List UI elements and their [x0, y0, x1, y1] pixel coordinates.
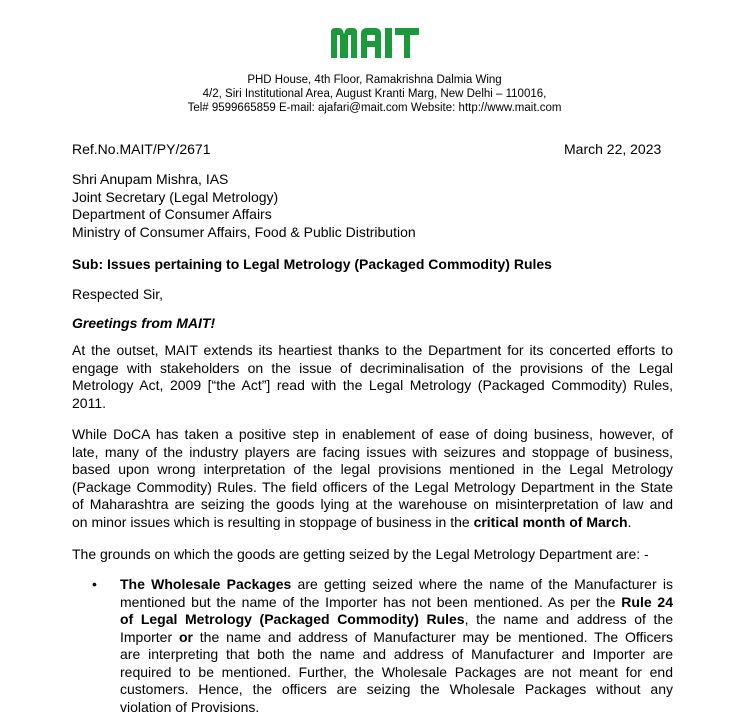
- bullet-line: customers. Hence, the officers are seizing the Wholesale Packages without any: [120, 681, 673, 697]
- bullet-text: mentioned but the name of the Importer has not been mentioned. As per the: [120, 593, 622, 610]
- bullet-line: [120, 594, 673, 612]
- bullet-line: [120, 629, 673, 647]
- salutation: Respected Sir,: [72, 286, 164, 302]
- greeting: Greetings from MAIT!: [72, 315, 216, 331]
- letter-date: March 22, 2023: [564, 141, 662, 157]
- address-line-1: PHD House, 4th Floor, Ramakrishna Dalmia Wing: [247, 74, 502, 86]
- paragraph-line: At the outset, MAIT extends its heartiest thanks to the Department for its concerted efforts to: [72, 342, 673, 358]
- paragraph-line-final: [72, 514, 673, 532]
- subject-line: Sub: Issues pertaining to Legal Metrology (Packaged Commodity) Rules: [72, 256, 552, 272]
- mait-logo: [0, 26, 749, 65]
- paragraph-punct: .: [627, 513, 632, 530]
- bullet-marker: •: [92, 576, 97, 592]
- bullet-bold-or: or: [178, 628, 193, 645]
- bullet-text: the name and address of Manufacturer may be mentioned. The Officers: [192, 628, 673, 645]
- bullet-line: [120, 611, 673, 629]
- bullet-text: Importer: [120, 628, 179, 645]
- bullet-text: , the name and address of the: [464, 611, 674, 627]
- reference-number: Ref.No.MAIT/PY/2671: [72, 141, 211, 157]
- address-line-2: 4/2, Siri Institutional Area, August Kranti Marg, New Delhi – 110016,: [202, 88, 547, 100]
- recipient-title: Joint Secretary (Legal Metrology): [72, 188, 279, 205]
- emphasis-critical-month: critical month of March: [473, 513, 628, 530]
- paragraph-line: Metrology Act, 2009 [“the Act”] read with the Legal Metrology (Packaged Commodity) Rules,: [72, 377, 673, 393]
- bullet-line: [120, 576, 673, 594]
- recipient-block: [72, 171, 416, 241]
- recipient-department: Department of Consumer Affairs: [72, 206, 272, 222]
- paragraph-line: (Package Commodity) Rules. The field officers of the Legal Metrology Department in the State: [72, 478, 673, 495]
- bullet-line: violation of Provisions.: [120, 698, 260, 715]
- paragraph-line: based upon wrong interpretation of the legal provisions mentioned in the Legal Metrology: [72, 461, 673, 477]
- paragraph-line: While DoCA has taken a positive step in enablement of ease of doing business, however, of: [72, 426, 673, 442]
- bullet-heading: The Wholesale Packages: [120, 576, 292, 592]
- recipient-name: Shri Anupam Mishra, IAS: [72, 171, 229, 187]
- bullet-wholesale-packages: [120, 576, 673, 716]
- grounds-intro: The grounds on which the goods are getting seized by the Legal Metrology Department are: -: [72, 546, 649, 562]
- bullet-line: required to be mentioned. Further, the Wholesale Packages are not meant for end: [120, 663, 673, 680]
- contact-line: Tel# 9599665859 E-mail: ajafari@mait.com Website: http://www.mait.com: [187, 102, 562, 114]
- bullet-bold-rule: Rule 24: [621, 593, 673, 610]
- bullet-bold-rules-name: of Legal Metrology (Packaged Commodity) Rules: [120, 611, 465, 627]
- bullet-text: are getting seized where the name of the Manufacturer is: [291, 576, 673, 592]
- paragraph-line: engage with stakeholders on the issue of decriminalisation of the provisions of the Legal: [72, 359, 673, 376]
- paragraph-line: of Maharashtra are seizing the goods lying at the warehouse on misinterpretation of law and: [72, 496, 673, 512]
- paragraph-line: 2011.: [72, 394, 106, 411]
- mait-logo-mark: [329, 26, 421, 60]
- paragraph-issue: [72, 426, 673, 531]
- bullet-line: are interpreting that both the name and address of Manufacturer and Importer are: [120, 646, 673, 662]
- paragraph-intro: [72, 342, 673, 412]
- recipient-ministry: Ministry of Consumer Affairs, Food & Public Distribution: [72, 223, 416, 240]
- paragraph-line: late, many of the industry players are facing issues with seizures and stoppage of business,: [72, 443, 673, 460]
- paragraph-text: on minor issues which is resulting in stoppage of business in the: [72, 513, 474, 530]
